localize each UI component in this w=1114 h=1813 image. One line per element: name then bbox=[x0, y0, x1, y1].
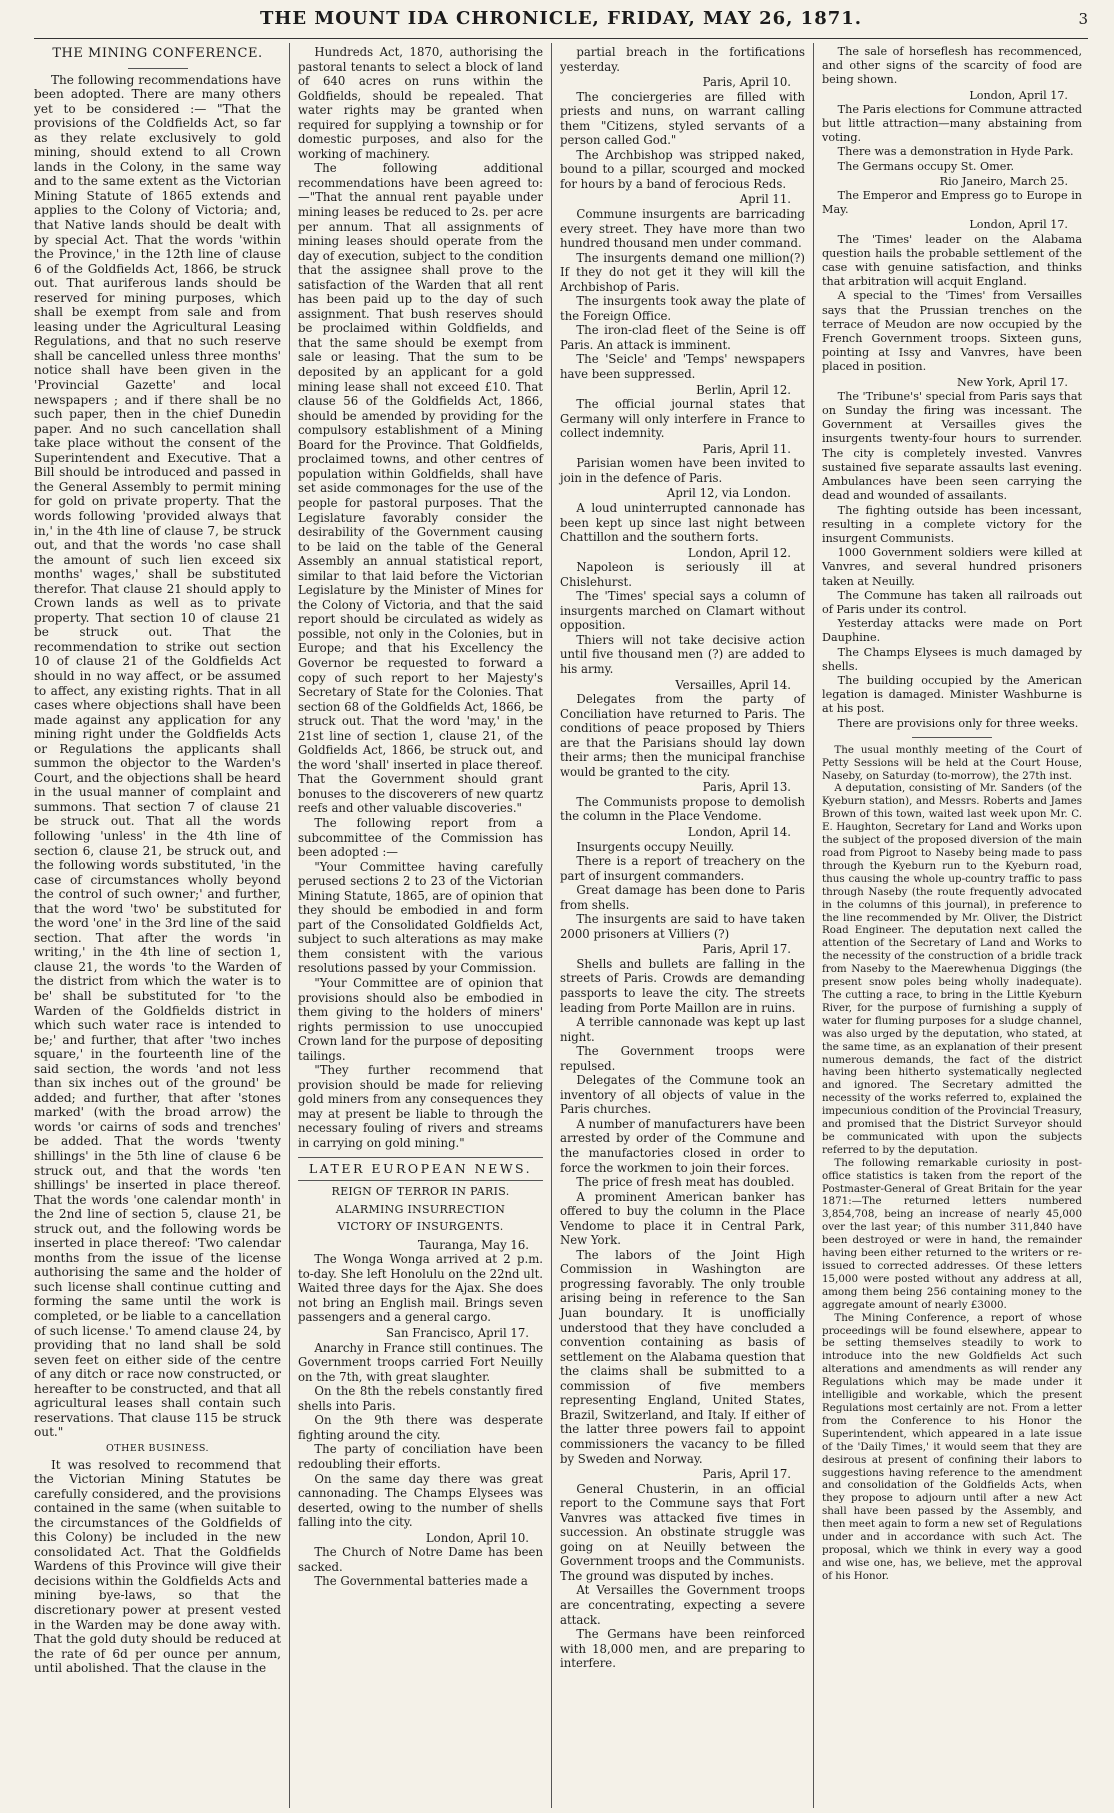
mining-conference-continued bbox=[298, 45, 543, 1151]
news-item: Yesterday attacks were made on Port Dauphine. bbox=[822, 617, 1082, 645]
news-item: The Government troops were repulsed. bbox=[560, 1044, 805, 1073]
news-items-col4 bbox=[822, 45, 1082, 731]
news-deck: ALARMING INSURRECTION bbox=[335, 1202, 506, 1216]
news-dateline: April 11. bbox=[739, 192, 791, 207]
news-item: A loud uninterrupted cannonade has been kept up since last night between Chattillon and the southern forts. bbox=[560, 500, 805, 545]
heading-rule bbox=[128, 68, 188, 69]
news-dateline: Paris, April 13. bbox=[702, 780, 791, 795]
local-paragraph: The Mining Conference, a report of whose proceedings will be found elsewhere, appear to be setting themselves steadily to work to introduce into the new Goldfields Act such alterations and amendments as will render any Regulations which may be made under it intelligible and workable, which the present Regulations most certainly are not. From a letter from the Conference to his Honor the Superintendent, which appeared in a late issue of the 'Daily Times,' it would seem that they are desirous at present of confining their labors to suggestions having reference to the amendment and consolidation of the Goldfields Acts, when they propose to adjourn until after a new Act shall have been passed by the Assembly, and then meet again to form a new set of Regulations under and in accordance with such Act. The proposal, which we think in every way a good and wise one, has, we believe, met the approval of his Honor. bbox=[822, 1311, 1082, 1582]
mining-paragraph: "They further recommend that provision should be made for relieving gold miners from any consequences they may at present be liable to through the necessary fouling of rivers and streams in carrying on gold mining." bbox=[298, 1063, 543, 1151]
news-items-col3 bbox=[560, 45, 805, 1671]
news-item: The labors of the Joint High Commission in Washington are progressing favorably. The only trouble arising being in reference to the San Juan boundary. It is unofficially understood that they have concluded a convention containing as basis of settlement on the Alabama question that the claims shall be submitted to a commission of five members representing England, United States, Brazil, Switzerland, and Italy. If either of the latter three powers fail to appoint commissioners the vacancy to be filled by Sweden and Norway. bbox=[560, 1247, 805, 1466]
news-dateline: Paris, April 10. bbox=[702, 75, 791, 90]
news-item: On the 8th the rebels constantly fired shells into Paris. bbox=[298, 1384, 543, 1413]
news-item: Thiers will not take decisive action until five thousand men (?) are added to his army. bbox=[560, 632, 805, 676]
news-item: The Governmental batteries made a bbox=[314, 1574, 528, 1589]
masthead bbox=[34, 8, 1088, 39]
news-item: The fighting outside has been incessant, resulting in a complete victory for the insurgent Communists. bbox=[822, 503, 1082, 545]
news-item: The price of fresh meat has doubled. bbox=[576, 1175, 795, 1190]
news-item: A special to the 'Times' from Versailles says that the Prussian trenches on the terrace of Meudon are now occupied by the French Government troops. Sixteen guns, pointing at Issy and Vanvres, have been placed in position. bbox=[822, 289, 1082, 374]
news-dateline: Berlin, April 12. bbox=[696, 382, 791, 397]
news-item: Insurgents occupy Neuilly. bbox=[576, 839, 735, 854]
local-paragraph: The usual monthly meeting of the Court of Petty Sessions will be held at the Court House, Naseby, on Saturday (to-morrow), the 27th inst. bbox=[822, 743, 1082, 782]
news-item: Shells and bullets are falling in the streets of Paris. Crowds are demanding passports to leave the city. The streets leading from Porte Maillon are in ruins. bbox=[560, 956, 805, 1015]
column-1 bbox=[34, 43, 289, 1808]
news-deck: VICTORY OF INSURGENTS. bbox=[337, 1220, 504, 1234]
news-item: Parisian women have been invited to join in the defence of Paris. bbox=[560, 456, 805, 485]
news-item: The Archbishop was stripped naked, bound to a pillar, scourged and mocked for hours by a band of ferocious Reds. bbox=[560, 147, 805, 191]
local-paragraph: The following remarkable curiosity in post-office statistics is taken from the report of the Postmaster-General of Great Britain for the year 1871:—The returned letters numbered 3,854,708, being an increase of nearly 45,000 over the last year; of this number 311,840 have been destroyed or were in hand, the remainder having been either returned to the writers or re-issued to corrected addresses. Of these letters 15,000 were posted without any address at all, among them being 256 containing money to the aggregate amount of nearly £3000. bbox=[822, 1156, 1082, 1311]
news-item: The building occupied by the American legation is damaged. Minister Washburne is at his post. bbox=[822, 673, 1082, 716]
news-dateline: Paris, April 17. bbox=[702, 942, 791, 957]
news-dateline: London, April 12. bbox=[687, 545, 791, 560]
news-item: There is a report of treachery on the part of insurgent commanders. bbox=[560, 854, 805, 883]
news-item: 1000 Government soldiers were killed at Vanvres, and several hundred prisoners taken at Neuilly. bbox=[822, 546, 1082, 588]
news-item: The Champs Elysees is much damaged by shells. bbox=[822, 645, 1082, 673]
mining-paragraph: "Your Committee having carefully perused sections 2 to 23 of the Victorian Mining Statute, 1865, are of opinion that they should be embodied in and form part of the Consolidated Goldfields Act, subject to such alterations as may make them consistent with the various resolutions passed by your Commission. bbox=[298, 859, 543, 976]
mining-closing-paragraph: It was resolved to recommend that the Victorian Mining Statutes be carefully considered, and the provisions contained in the same (when suitable to the circumstances of the Goldfields of this Colony) be included in the new consolidated Act. That the Goldfields Wardens of this Province will give their decisions within the Goldfields Acts and mining bye-laws, so that the discretionary power at present vested in the Warden may be done away with. That the gold duty should be reduced at the rate of 6d per ounce per annum, until abolished. That the clause in the bbox=[34, 1457, 281, 1676]
news-dateline: Paris, April 17. bbox=[702, 1467, 791, 1482]
news-item: The Paris elections for Commune attracted but little attraction—many abstaining from voting. bbox=[822, 102, 1082, 145]
news-item: The conciergeries are filled with priests and nuns, on warrant calling them "Citizens, styled servants of a person called God." bbox=[560, 89, 805, 148]
news-item: The Commune has taken all railroads out of Paris under its control. bbox=[822, 588, 1082, 616]
news-item: A terrible cannonade was kept up last night. bbox=[560, 1015, 805, 1044]
masthead-title: THE MOUNT IDA CHRONICLE, FRIDAY, MAY 26, 1871. bbox=[259, 8, 863, 29]
news-item: The Communists propose to demolish the column in the Place Vendome. bbox=[560, 794, 805, 824]
news-dateline: Rio Janeiro, March 25. bbox=[939, 174, 1068, 188]
news-item: The Emperor and Empress go to Europe in May. bbox=[822, 189, 1082, 217]
news-item: General Chusterin, in an official report to the Commune says that Fort Vanvres was attacked five times in succession. An obstinate struggle was going on at Neuilly between the Government troops and the Communists. The ground was disputed by inches. bbox=[560, 1481, 805, 1583]
news-dateline: London, April 17. bbox=[969, 218, 1068, 232]
news-deck: REIGN OF TERROR IN PARIS. bbox=[331, 1185, 510, 1199]
news-item: On the 9th there was desperate fighting around the city. bbox=[298, 1413, 543, 1442]
news-item: The insurgents took away the plate of the Foreign Office. bbox=[560, 294, 805, 323]
news-item: The 'Times' special says a column of insurgents marched on Clamart without opposition. bbox=[560, 589, 805, 633]
news-item: The 'Tribune's' special from Paris says that on Sunday the firing was incessant. The Government at Versailles gives the insurgents twenty-four hours to surrender. The city is completely invested. Vanvres sustained five separate assaults last evening. Ambulances have been seen carrying the dead and wounded of assailants. bbox=[822, 389, 1082, 503]
news-dateline: London, April 10. bbox=[425, 1530, 529, 1545]
mining-conference-body bbox=[34, 73, 281, 1440]
news-item: The 'Seicle' and 'Temps' newspapers have been suppressed. bbox=[560, 352, 805, 382]
news-item: The Church of Notre Dame has been sacked. bbox=[298, 1545, 543, 1574]
news-item: On the same day there was great cannonading. The Champs Elysees was deserted, owing to the number of shells falling into the city. bbox=[298, 1471, 543, 1530]
news-item: Napoleon is seriously ill at Chislehurst. bbox=[560, 560, 805, 589]
news-item: The insurgents demand one million(?) If they do not get it they will kill the Archbishop of Paris. bbox=[560, 250, 805, 294]
news-item: At Versailles the Government troops are concentrating, expecting a severe attack. bbox=[560, 1583, 805, 1627]
news-dateline: San Francisco, April 17. bbox=[386, 1326, 529, 1341]
news-item: Commune insurgents are barricading every street. They have more than two hundred thousand men under command. bbox=[560, 207, 805, 251]
news-item: The insurgents are said to have taken 2000 prisoners at Villiers (?) bbox=[560, 912, 805, 941]
mining-conference-heading: THE MINING CONFERENCE. bbox=[52, 46, 263, 61]
news-item: The Wonga Wonga arrived at 2 p.m. to-day. She left Honolulu on the 22nd ult. Waited three days for the Ajax. She does not bring an English mail. Brings seven passengers and a general cargo. bbox=[298, 1252, 543, 1325]
news-item: Great damage has been done to Paris from shells. bbox=[560, 883, 805, 912]
other-business-subhead: OTHER BUSINESS. bbox=[105, 1442, 210, 1454]
news-item: The party of conciliation have been redoubling their efforts. bbox=[298, 1442, 543, 1471]
news-item: A number of manufacturers have been arrested by order of the Commune and the manufactories closed in order to force the workmen to join their forces. bbox=[560, 1116, 805, 1175]
column-2 bbox=[289, 43, 551, 1808]
news-item: There was a demonstration in Hyde Park. bbox=[837, 145, 1074, 159]
news-item: Anarchy in France still continues. The Government troops carried Fort Neuilly on the 7th, with great slaughter. bbox=[298, 1340, 543, 1384]
column-4 bbox=[813, 43, 1082, 1808]
news-decks bbox=[298, 1185, 543, 1235]
mining-paragraph: Hundreds Act, 1870, authorising the pastoral tenants to select a block of land of 640 acres on runs within the Goldfields, should be repealed. That water rights may be granted when required for supplying a township or for domestic purposes, and also for the working of machinery. bbox=[298, 45, 543, 161]
column-3 bbox=[551, 43, 813, 1808]
section-divider bbox=[912, 737, 992, 738]
news-dateline: Versailles, April 14. bbox=[675, 677, 791, 692]
news-dateline: New York, April 17. bbox=[956, 375, 1068, 389]
mining-paragraph: The following report from a subcommittee of the Commission has been adopted :— bbox=[298, 815, 543, 860]
news-item: There are provisions only for three weeks. bbox=[837, 716, 1079, 730]
european-news-heading: LATER EUROPEAN NEWS. bbox=[298, 1157, 543, 1182]
page-number: 3 bbox=[1078, 10, 1088, 28]
news-item: Delegates of the Commune took an inventory of all objects of value in the Paris churches. bbox=[560, 1073, 805, 1117]
news-item: Delegates from the party of Conciliation have returned to Paris. The conditions of peace proposed by Thiers are that the Parisians should lay down their arms; then the municipal franchise would be granted to the city. bbox=[560, 692, 805, 779]
news-item: The iron-clad fleet of the Seine is off Paris. An attack is imminent. bbox=[560, 323, 805, 352]
news-item: partial breach in the fortifications yesterday. bbox=[560, 45, 805, 74]
news-item: The Germans have been reinforced with 18,000 men, and are preparing to interfere. bbox=[560, 1627, 805, 1671]
columns bbox=[34, 43, 1088, 1808]
news-item: The Germans occupy St. Omer. bbox=[837, 159, 1015, 173]
news-items-col2 bbox=[298, 1238, 543, 1589]
mining-paragraph: The following additional recommendations have been agreed to:—"That the annual rent payable under mining leases be reduced to 2s. per acre per annum. That all assignments of mining leases should operate from the day of execution, subject to the condition that the assignee shall prove to the satisfaction of the Warden that all rent has been paid up to the day of such assignment. That bush reserves should be proclaimed within Goldfields, and that the same should be exempt from sale or leasing. That the sum to be deposited by an applicant for a gold mining lease shall not exceed £10. That clause 56 of the Goldfields Act, 1866, should be amended by providing for the compulsory establishment of a Mining Board for the Province. That Goldfields, proclaimed towns, and other centres of population within Goldfields, shall have set aside commonages for the use of the people for pastoral purposes. That the Legislature favorably consider the desirability of the Government causing to be laid on the table of the General Assembly an annual statistical report, similar to that laid before the Victorian Legislature by the Minister of Mines for the Colony of Victoria, and that the said report should be circulated as widely as possible, not only in the Colonies, but in Europe; and that his Excellency the Governor be requested to forward a copy of such report to her Majesty's Secretary of State for the Colonies. That section 68 of the Goldfields Act, 1866, be struck out. That the word 'may,' in the 21st line of section 1, clause 21, of the Goldfields Act, 1866, be struck out, and the word 'shall' inserted in place thereof. That the Government should grant bonuses to the discoverers of new quartz reefs and other valuable discoveries." bbox=[298, 161, 543, 816]
news-item: The sale of horseflesh has recommenced, and other signs of the scarcity of food are being shown. bbox=[822, 45, 1082, 87]
news-dateline: April 12, via London. bbox=[666, 486, 791, 501]
news-item: The 'Times' leader on the Alabama question hails the probable settlement of the case with genuine satisfaction, and thinks that arbitration will acquit England. bbox=[822, 232, 1082, 289]
local-news bbox=[822, 744, 1082, 1583]
news-item: The official journal states that Germany will only interfere in France to collect indemnity. bbox=[560, 397, 805, 441]
news-item: A prominent American banker has offered to buy the column in the Place Vendome to place it in Central Park, New York. bbox=[560, 1189, 805, 1248]
news-dateline: Tauranga, May 16. bbox=[417, 1237, 529, 1252]
news-dateline: Paris, April 11. bbox=[702, 441, 791, 456]
news-dateline: London, April 14. bbox=[687, 824, 791, 839]
mining-paragraph: The following recommendations have been adopted. There are many others yet to be considered :— "That the provisions of the Coldfields Act, so far as they relate exclusively to gold mining, should extend to all Crown lands in the Colony, in the same way and to the same extent as the Victorian Mining Statute of 1865 extends and applies to the Colony of Victoria; and, that Native lands should be dealt with by special Act. That the words 'within the Province,' in the 12th line of clause 6 of the Goldfields Act, 1866, be struck out. That auriferous lands should be reserved for mining purposes, which shall be exempt from sale and from leasing under the Agricultural Leasing Regulations, and that no such reserve shall be cancelled unless three months' notice shall have been given in the 'Provincial Gazette' and local newspapers ; and if there shall be no such paper, then in the chief Dunedin paper. And no such cancellation shall take place without the consent of the Superintendent and Executive. That a Bill should be introduced and passed in the General Assembly to permit mining for gold on private property. That the words following 'provided always that in,' in the 4th line of clause 7, be struck out, and that the words 'no case shall the amount of such lien exceed six months' wages,' shall be substituted therefor. That clause 21 should apply to Crown lands as well as to private property. That section 10 of clause 21 be struck out. That the recommendation to strike out section 10 of clause 21 of the Goldfields Act should in no way affect, or be assumed to affect, any existing rights. That in all cases where objections shall have been made against any application for any mining right under the Goldfields Acts or Regulations the applicants shall summon the objector to the Warden's Court, and the objections shall be heard in the usual manner of complaint and summons. That section 7 of clause 21 be struck out. That all the words following 'unless' in the 4th line of section 6, clause 21, be struck out, and the following words substituted, 'in the case of circumstances wholly beyond the control of such owner;' and further, that the word 'two' be substituted for the word 'one' in the 3rd line of the said section. That after the words 'in writing,' in the 4th line of section 1, clause 21, the words 'to the Warden of the district from which the water is to be' shall be substituted for 'to the Warden of the Goldfields district in which such water race is intended to be;' and further, that after 'two inches square,' in the fourteenth line of the said section, the words 'and not less than six inches out of the ground' be added; and further, that after 'stones marked' (with the broad arrow) the words 'or cairns of sods and trenches' be added. That the words 'twenty shillings' in the 5th line of clause 6 be struck out, and that the words 'ten shillings' be inserted in place thereof. That the words 'one calendar month' in the 2nd line of section 5, clause 21, be struck out, and the following words be inserted in place thereof: 'Two calendar months from the issue of the license authorising the same and the holder of such license shall continue cutting and forming the same until the work is completed, or be liable to a cancellation of such license.' To amend clause 24, by providing that no land shall be sold seven feet on either side of the centre of any ditch or race now constructed, or hereafter to be constructed, and that all agricultural leases shall contain such reservations. That clause 115 be struck out." bbox=[34, 72, 281, 1440]
news-dateline: London, April 17. bbox=[969, 88, 1068, 102]
mining-paragraph: "Your Committee are of opinion that provisions should also be embodied in them giving to the holders of miners' rights permission to use unoccupied Crown land for the purpose of depositing tailings. bbox=[298, 976, 543, 1063]
local-paragraph: A deputation, consisting of Mr. Sanders (of the Kyeburn station), and Messrs. Roberts and James Brown of this town, waited last week upon Mr. C. E. Haughton, Secretary for Land and Works upon the subject of the proposed diversion of the main road from Pigroot to Naseby being made to pass through the Kyeburn run to the Kyeburn road, thus causing the whole up-country traffic to pass through Naseby (the route frequently advocated in the columns of this journal), in preference to the line recommended by Mr. Oliver, the District Road Engineer. The deputation next called the attention of the Secretary of Land and Works to the necessity of the construction of a bridle track from Naseby to the Maerewhenua Diggings (the present snow poles being wholly inadequate). The cutting a race, to bring in the Little Kyeburn River, for the purpose of furnishing a supply of water for fluming purposes for a sludge channel, was also urged by the deputation, who stated, at the same time, as an explanation of their present numerous demands, the fact of the district having been hitherto systematically neglected and ignored. The Secretary admitted the necessity of the works referred to, explained the impecunious condition of the Provincial Treasury, and promised that the District Surveyor should be communicated with upon the subjects referred to by the deputation. bbox=[822, 782, 1082, 1156]
